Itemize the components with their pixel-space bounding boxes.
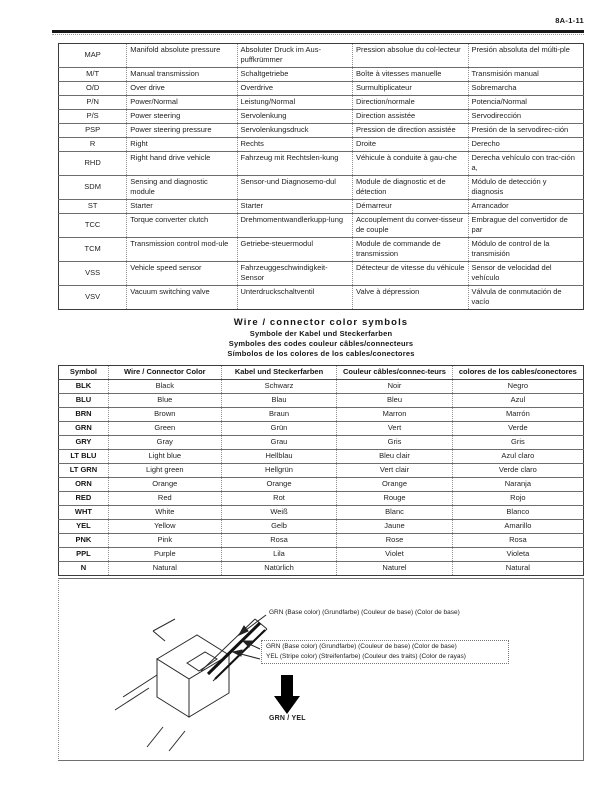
table-cell: O/D [59, 82, 127, 96]
table-cell: Power steering pressure [127, 124, 237, 138]
column-header: Symbol [59, 366, 109, 380]
table-cell: Sensor-und Diagnosemo-dul [237, 176, 353, 200]
table-cell: Naranja [452, 478, 583, 492]
table-cell: Violeta [452, 548, 583, 562]
base-color-boxed-label: GRN (Base color) (Grundfarbe) (Couleur de base) (Color de base) [266, 643, 457, 650]
table-cell: Torque converter clutch [127, 214, 237, 238]
table-cell: Naturel [337, 562, 453, 576]
table-cell: Vert clair [337, 464, 453, 478]
column-header: colores de los cables/conectores [452, 366, 583, 380]
table-row [59, 422, 584, 436]
table-cell: Power/Normal [127, 96, 237, 110]
table-cell: Manifold absolute pressure [127, 44, 237, 68]
abbreviation-table-section [58, 43, 584, 310]
table-cell: BRN [59, 408, 109, 422]
table-row [59, 408, 584, 422]
table-cell: Sobremarcha [468, 82, 584, 96]
table-cell: ST [59, 200, 127, 214]
table-cell: Bleu [337, 394, 453, 408]
table-cell: Accouplement du conver-tisseur de couple [353, 214, 469, 238]
table-cell: Rojo [452, 492, 583, 506]
table-cell: VSS [59, 262, 127, 286]
table-cell: Servodirección [468, 110, 584, 124]
table-row [59, 200, 584, 214]
table-cell: Rouge [337, 492, 453, 506]
table-cell: WHT [59, 506, 109, 520]
table-cell: Green [108, 422, 221, 436]
table-cell: Schwarz [221, 380, 337, 394]
table-cell: Fahrzeuggeschwindigkeit-Sensor [237, 262, 353, 286]
table-row [59, 124, 584, 138]
arrowhead [233, 650, 242, 656]
table-cell: Power steering [127, 110, 237, 124]
table-cell: Over drive [127, 82, 237, 96]
table-row [59, 152, 584, 176]
arrowhead [243, 641, 252, 647]
table-cell: Direction assistée [353, 110, 469, 124]
table-cell: Gelb [221, 520, 337, 534]
column-header: Couleur câbles/connec-teurs [337, 366, 453, 380]
heading-spanish: Símbolos de los colores de los cables/conectores [227, 349, 415, 358]
table-cell: Jaune [337, 520, 453, 534]
table-cell: Véhicule à conduite à gau-che [353, 152, 469, 176]
table-row [59, 110, 584, 124]
table-cell: Noir [337, 380, 453, 394]
table-cell: Starter [237, 200, 353, 214]
header-rule [52, 30, 584, 33]
table-cell: Brown [108, 408, 221, 422]
table-cell: N [59, 562, 109, 576]
table-row [59, 394, 584, 408]
table-cell: SDM [59, 176, 127, 200]
table-row [59, 176, 584, 200]
table-cell: Yellow [108, 520, 221, 534]
table-row [59, 96, 584, 110]
color-code-legend-box [261, 640, 509, 664]
table-row [59, 380, 584, 394]
table-cell: Hellblau [221, 450, 337, 464]
table-cell: TCM [59, 238, 127, 262]
table-row [59, 464, 584, 478]
table-cell: Pression absolue du col-lecteur [353, 44, 469, 68]
abbreviation-table [58, 43, 584, 310]
table-cell: Blau [221, 394, 337, 408]
table-cell: Light blue [108, 450, 221, 464]
table-row [59, 214, 584, 238]
table-cell: Pink [108, 534, 221, 548]
table-cell: Rechts [237, 138, 353, 152]
table-row [59, 534, 584, 548]
table-cell: PNK [59, 534, 109, 548]
table-cell: Servolenkung [237, 110, 353, 124]
table-cell: Derecha vehículo con trac-ción a, [468, 152, 584, 176]
table-cell: Pression de direction assistée [353, 124, 469, 138]
table-cell: Braun [221, 408, 337, 422]
table-cell: Vacuum switching valve [127, 286, 237, 310]
table-cell: PSP [59, 124, 127, 138]
table-cell: Orange [337, 478, 453, 492]
table-cell: Boîte à vitesses manuelle [353, 68, 469, 82]
table-cell: Marrón [452, 408, 583, 422]
table-cell: Black [108, 380, 221, 394]
table-cell: Natürlich [221, 562, 337, 576]
table-cell: VSV [59, 286, 127, 310]
down-arrow-icon [274, 696, 300, 714]
table-cell: TCC [59, 214, 127, 238]
table-cell: ORN [59, 478, 109, 492]
table-cell: Purple [108, 548, 221, 562]
table-cell: Verde claro [452, 464, 583, 478]
column-header: Kabel und Steckerfarben [221, 366, 337, 380]
table-cell: LT BLU [59, 450, 109, 464]
table-cell: Grün [221, 422, 337, 436]
table-cell: Negro [452, 380, 583, 394]
table-cell: R [59, 138, 127, 152]
table-cell: Manual transmission [127, 68, 237, 82]
table-cell: Blanc [337, 506, 453, 520]
table-row [59, 238, 584, 262]
table-cell: Unterdruckschaltventil [237, 286, 353, 310]
wire-color-diagram [58, 578, 584, 761]
table-cell: Válvula de conmutación de vacío [468, 286, 584, 310]
table-row [59, 562, 584, 576]
table-row [59, 262, 584, 286]
connector-illustration [59, 579, 583, 759]
table-cell: Natural [452, 562, 583, 576]
table-cell: M/T [59, 68, 127, 82]
table-cell: Orange [221, 478, 337, 492]
table-cell: Vehicle speed sensor [127, 262, 237, 286]
color-symbol-table [58, 365, 584, 576]
table-cell: Vert [337, 422, 453, 436]
table-cell: Sensing and diagnostic module [127, 176, 237, 200]
table-cell: Right [127, 138, 237, 152]
table-cell: Presión de la servodirec-ción [468, 124, 584, 138]
header-rule-dots [52, 34, 584, 35]
table-row [59, 450, 584, 464]
table-cell: Módulo de control de la transmisión [468, 238, 584, 262]
wire-code-result-label: GRN / YEL [269, 715, 306, 722]
table-cell: Transmission control mod-ule [127, 238, 237, 262]
base-color-label: GRN (Base color) (Grundfarbe) (Couleur de base) (Color de base) [269, 609, 460, 616]
table-row [59, 68, 584, 82]
table-row [59, 82, 584, 96]
table-cell: Rosa [221, 534, 337, 548]
table-cell: Overdrive [237, 82, 353, 96]
table-cell: Surmultiplicateur [353, 82, 469, 96]
table-cell: RHD [59, 152, 127, 176]
table-cell: Embrague del convertidor de par [468, 214, 584, 238]
table-cell: Démarreur [353, 200, 469, 214]
table-row [59, 520, 584, 534]
section-heading [58, 317, 584, 359]
table-cell: Amarillo [452, 520, 583, 534]
table-cell: Potencia/Normal [468, 96, 584, 110]
color-table-section [58, 365, 584, 576]
table-cell: Leistung/Normal [237, 96, 353, 110]
table-cell: Blue [108, 394, 221, 408]
table-cell: Derecho [468, 138, 584, 152]
table-cell: Module de diagnostic et de détection [353, 176, 469, 200]
table-row [59, 478, 584, 492]
table-cell: Orange [108, 478, 221, 492]
table-cell: GRN [59, 422, 109, 436]
table-cell: LT GRN [59, 464, 109, 478]
table-cell: Direction/normale [353, 96, 469, 110]
table-row [59, 286, 584, 310]
table-cell: GRY [59, 436, 109, 450]
table-cell: Blanco [452, 506, 583, 520]
table-cell: Marron [337, 408, 453, 422]
table-cell: Rose [337, 534, 453, 548]
table-cell: Grau [221, 436, 337, 450]
table-row [59, 506, 584, 520]
connector-latch [153, 619, 175, 641]
table-cell: Violet [337, 548, 453, 562]
table-cell: Fahrzeug mit Rechtslen-kung [237, 152, 353, 176]
table-cell: Verde [452, 422, 583, 436]
table-cell: Right hand drive vehicle [127, 152, 237, 176]
heading-english: Wire / connector color symbols [233, 317, 409, 328]
table-cell: Azul [452, 394, 583, 408]
table-cell: Lila [221, 548, 337, 562]
table-cell: Valve à dépression [353, 286, 469, 310]
stripe-color-boxed-label: YEL (Stripe color) (Streifenfarbe) (Couleur des traits) (Color de rayas) [266, 653, 466, 660]
table-cell: YEL [59, 520, 109, 534]
table-header-row [59, 366, 584, 380]
table-cell: Détecteur de vitesse du véhicule [353, 262, 469, 286]
heading-german: Symbole der Kabel und Steckerfarben [249, 329, 393, 338]
table-cell: White [108, 506, 221, 520]
table-cell: Natural [108, 562, 221, 576]
table-cell: Rot [221, 492, 337, 506]
table-row [59, 548, 584, 562]
table-cell: Gray [108, 436, 221, 450]
table-cell: Módulo de detección y diagnosis [468, 176, 584, 200]
table-cell: Red [108, 492, 221, 506]
table-cell: BLK [75, 381, 92, 390]
table-cell: Bleu clair [337, 450, 453, 464]
table-cell: PPL [59, 548, 109, 562]
table-cell: Transmisión manual [468, 68, 584, 82]
table-cell: Gris [452, 436, 583, 450]
heading-french: Symboles des codes couleur câbles/connecteurs [228, 339, 414, 348]
table-cell: Sensor de velocidad del vehículo [468, 262, 584, 286]
table-cell: Servolenkungsdruck [237, 124, 353, 138]
table-cell: Light green [108, 464, 221, 478]
table-cell: Absoluter Druck im Aus-puffkrümmer [237, 44, 353, 68]
table-row [59, 138, 584, 152]
table-row [59, 492, 584, 506]
table-cell: P/N [59, 96, 127, 110]
table-cell: Schaltgetriebe [237, 68, 353, 82]
table-cell: Presión absoluta del múlti-ple [468, 44, 584, 68]
table-row [59, 44, 584, 68]
table-cell: Rosa [452, 534, 583, 548]
table-row [59, 436, 584, 450]
table-cell: Hellgrün [221, 464, 337, 478]
table-cell: RED [59, 492, 109, 506]
table-cell: Starter [127, 200, 237, 214]
down-arrow-shaft [281, 675, 293, 697]
table-cell: Arrancador [468, 200, 584, 214]
table-cell: P/S [59, 110, 127, 124]
table-cell: Getriebe-steuermodul [237, 238, 353, 262]
table-cell: Azul claro [452, 450, 583, 464]
table-cell: Droite [353, 138, 469, 152]
table-cell: Weiß [221, 506, 337, 520]
table-cell: MAP [84, 50, 101, 59]
table-cell: BLU [59, 394, 109, 408]
page-number: 8A-1-11 [555, 16, 584, 25]
column-header: Wire / Connector Color [108, 366, 221, 380]
table-cell: Gris [337, 436, 453, 450]
table-cell: Module de commande de transmission [353, 238, 469, 262]
table-cell: Drehmomentwandlerkupp-lung [237, 214, 353, 238]
